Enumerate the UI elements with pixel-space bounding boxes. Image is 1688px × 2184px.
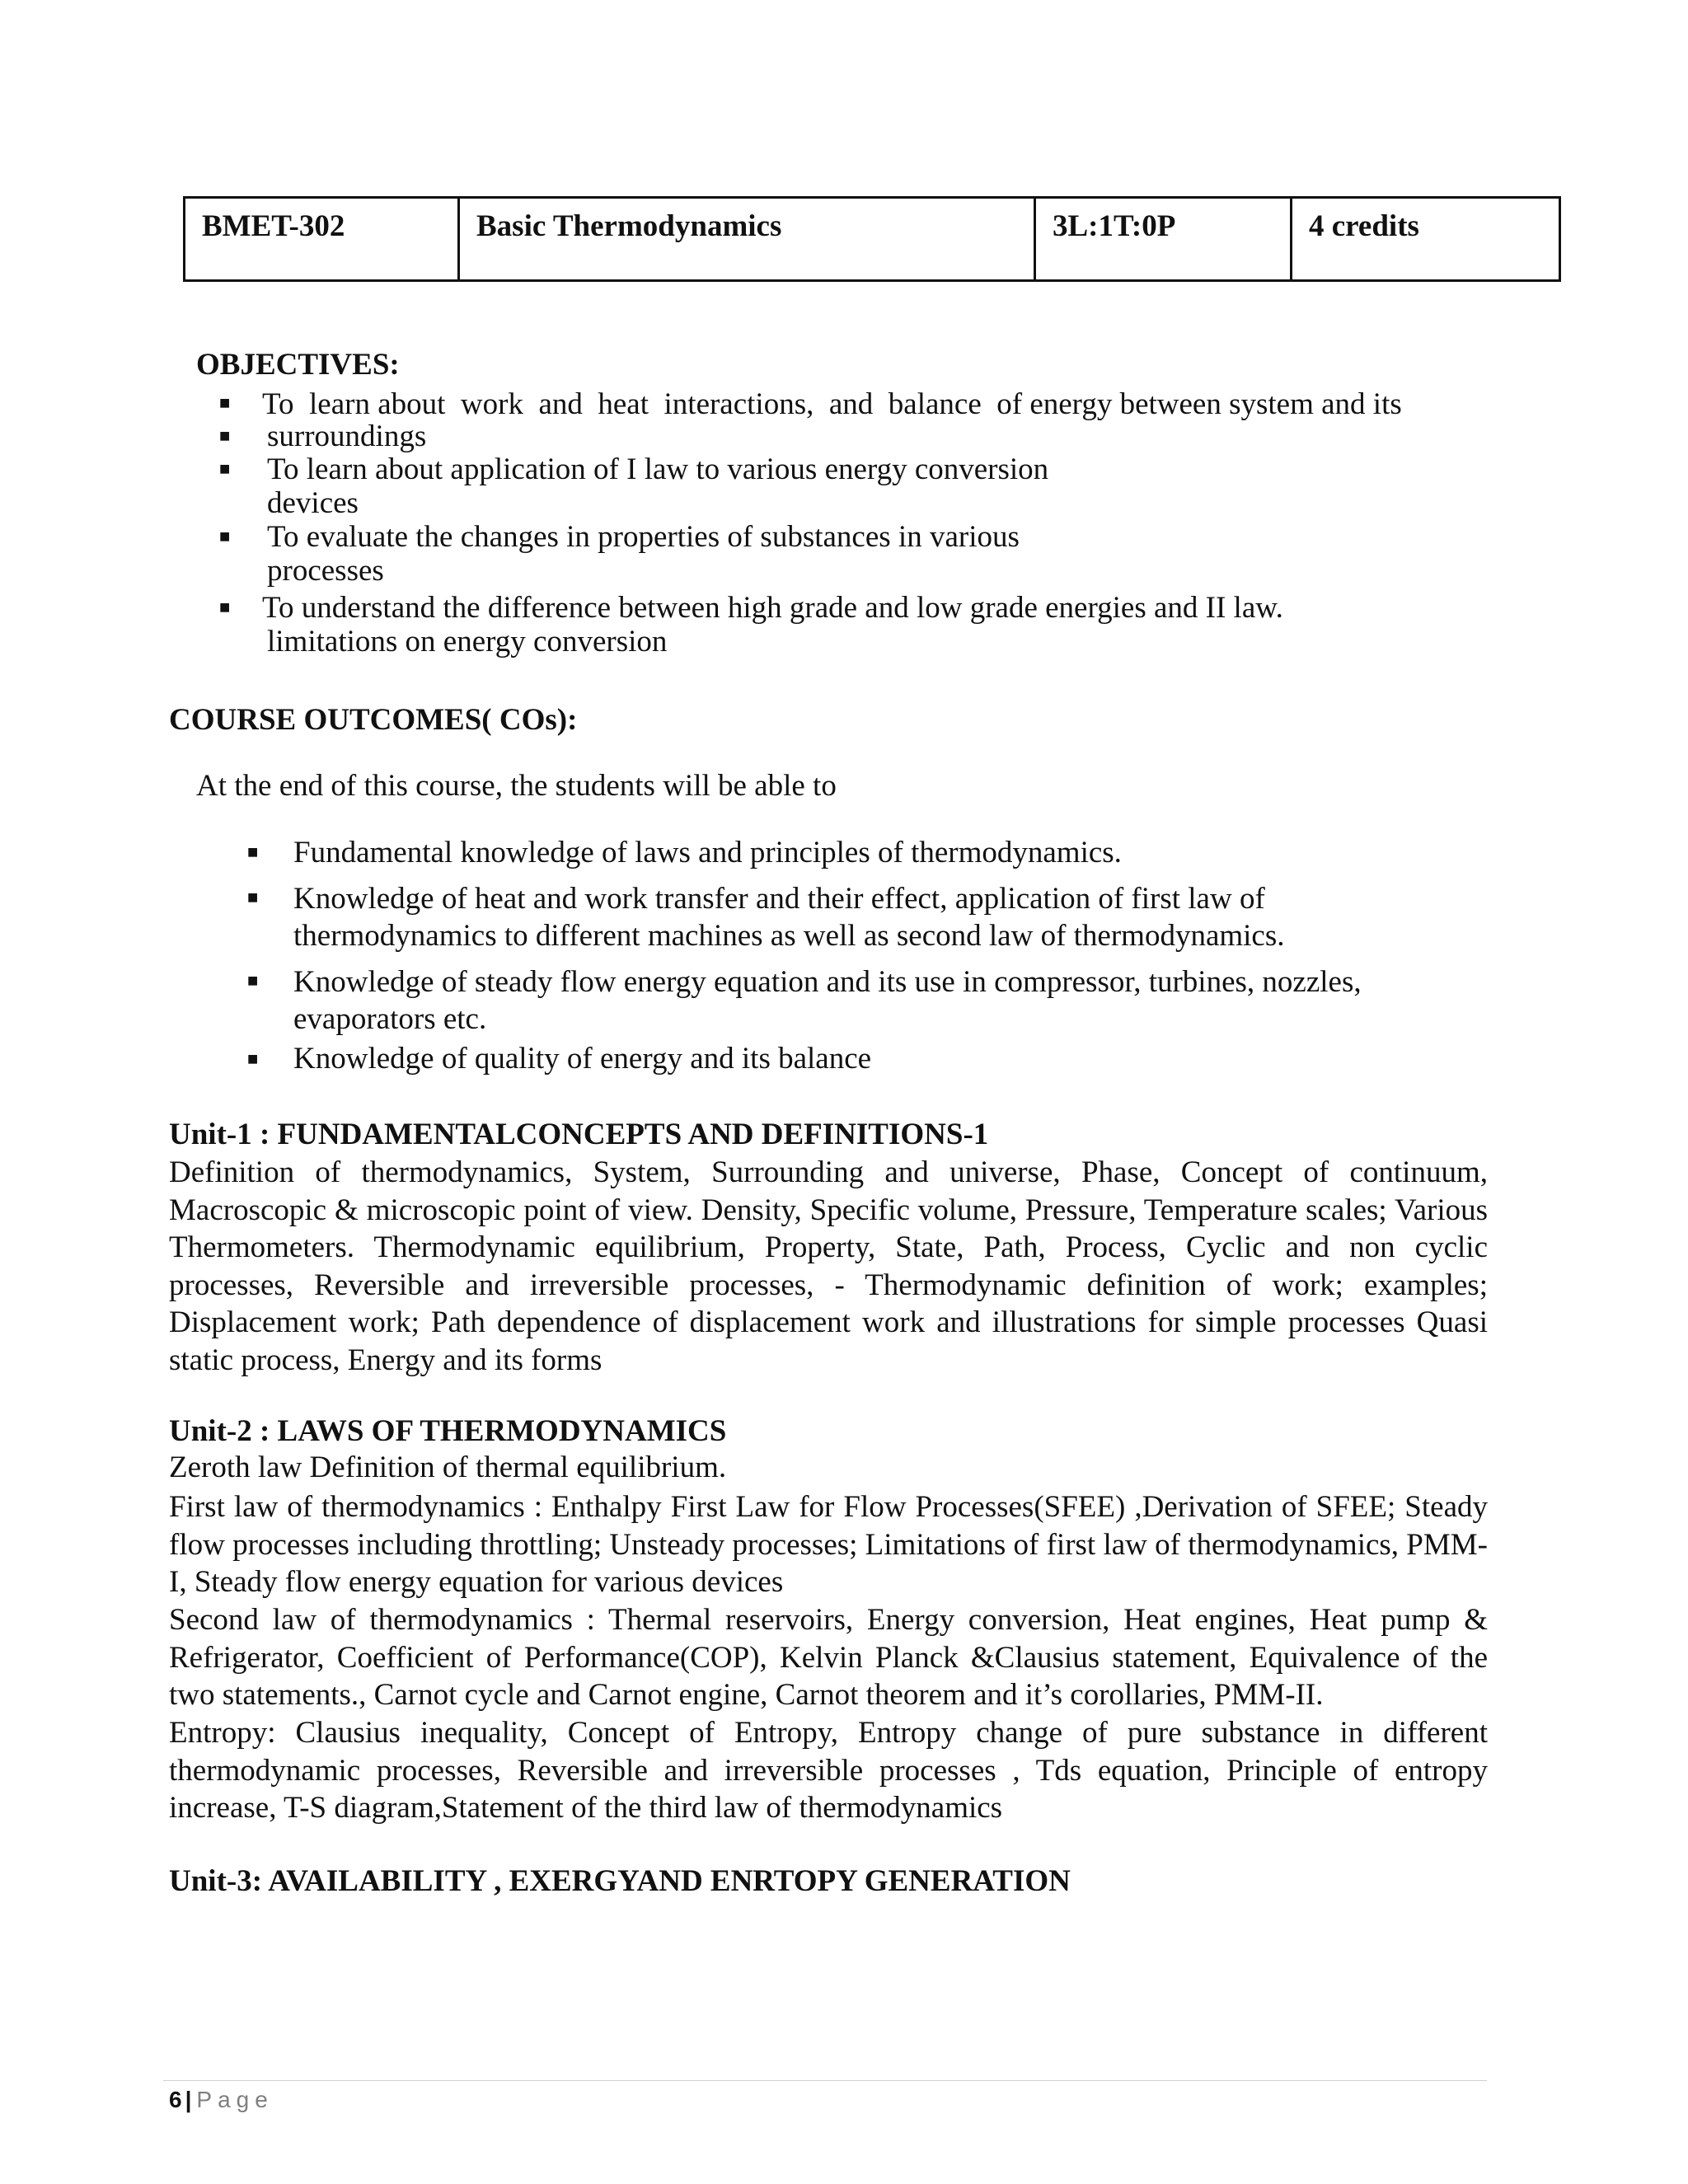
outcome-item-4: Knowledge of quality of energy and its balance bbox=[293, 1042, 872, 1076]
footer-divider bbox=[163, 2080, 1487, 2081]
course-code: BMET-302 bbox=[185, 198, 459, 281]
objective-item-4-line-1: To understand the difference between high grade and low grade energies and II law. bbox=[262, 591, 1283, 625]
course-info-row bbox=[185, 198, 1560, 281]
objective-item-1-line-1: To learn about work and heat interactions, and balance of energy between system and its bbox=[262, 387, 1402, 421]
course-info-table bbox=[183, 196, 1561, 282]
unit-2-zeroth-law: Zeroth law Definition of thermal equilibrium. bbox=[169, 1451, 727, 1484]
objective-item-3-line-1: To evaluate the changes in properties of substances in various bbox=[267, 520, 1020, 554]
outcome-item-1: Fundamental knowledge of laws and principles of thermodynamics. bbox=[293, 836, 1122, 869]
square-bullet-icon: ■ bbox=[219, 526, 231, 546]
course-ltp: 3L:1T:0P bbox=[1035, 198, 1292, 281]
objective-item-2-line-1: To learn about application of I law to various energy conversion bbox=[267, 452, 1049, 486]
square-bullet-icon: ■ bbox=[247, 970, 259, 991]
footer-separator: | bbox=[185, 2087, 192, 2112]
outcomes-heading: COURSE OUTCOMES( COs): bbox=[169, 703, 578, 737]
square-bullet-icon: ■ bbox=[247, 841, 259, 862]
unit-1-body: Definition of thermodynamics, System, Surrounding and universe, Phase, Concept of continuum, Macroscopic & microscopic point of view. Density, Specific volume, Pressure, Temperature scales; Various Thermometers. Thermodynamic equilibrium, Property, State, Path, Process, Cyclic and non cyclic processes, Reversible and irreversible processes, - Thermodynamic definition of work; examples; Displacement work; Path dependence of displacement work and illustrations for simple processes Quasi static process, Energy and its forms bbox=[169, 1155, 1488, 1377]
unit-1-heading: Unit-1 : FUNDAMENTALCONCEPTS AND DEFINITIONS-1 bbox=[169, 1118, 989, 1151]
unit-3-heading: Unit-3: AVAILABILITY , EXERGYAND ENRTOPY GENERATION bbox=[169, 1864, 1071, 1898]
course-credits: 4 credits bbox=[1292, 198, 1560, 281]
objectives-heading: OBJECTIVES: bbox=[196, 348, 400, 382]
unit-2-entropy: Entropy: Clausius inequality, Concept of Entropy, Entropy change of pure substance in different thermodynamic processes, Reversible and irreversible processes , Tds equation, Principle of entropy increase, T-S diagram,Statement of the third law of thermodynamics bbox=[169, 1716, 1488, 1825]
objective-item-3-line-2: processes bbox=[267, 554, 384, 588]
square-bullet-icon: ■ bbox=[219, 392, 231, 413]
unit-2-heading: Unit-2 : LAWS OF THERMODYNAMICS bbox=[169, 1414, 727, 1448]
objective-item-1-line-2: surroundings bbox=[267, 419, 427, 453]
outcomes-intro: At the end of this course, the students will be able to bbox=[196, 769, 837, 803]
square-bullet-icon: ■ bbox=[219, 458, 231, 479]
objective-item-2-line-2: devices bbox=[267, 486, 359, 520]
page-footer bbox=[169, 2087, 274, 2113]
unit-2-first-law: First law of thermodynamics : Enthalpy First Law for Flow Processes(SFEE) ,Derivation of SFEE; Steady flow processes including throttling; Unsteady processes; Limitations of first law of thermodynamics, PMM-I, Steady flow energy equation for various devices bbox=[169, 1490, 1488, 1599]
objective-item-4-line-2: limitations on energy conversion bbox=[267, 625, 668, 658]
square-bullet-icon: ■ bbox=[219, 425, 231, 446]
square-bullet-icon: ■ bbox=[247, 887, 259, 907]
page-label: Page bbox=[196, 2087, 274, 2112]
square-bullet-icon: ■ bbox=[247, 1048, 259, 1069]
unit-2-second-law: Second law of thermodynamics : Thermal reservoirs, Energy conversion, Heat engines, Heat pump & Refrigerator, Coefficient of Performance(COP), Kelvin Planck &Clausius statement, Equivalence of the two statements., Carnot cycle and Carnot engine, Carnot theorem and it’s corollaries, PMM-II. bbox=[169, 1603, 1488, 1712]
outcome-item-2: Knowledge of heat and work transfer and their effect, application of first law of thermodynamics to different machines as well as second law of thermodynamics. bbox=[293, 882, 1285, 953]
outcome-item-3: Knowledge of steady flow energy equation and its use in compressor, turbines, nozzles, evaporators etc. bbox=[293, 965, 1362, 1036]
square-bullet-icon: ■ bbox=[219, 597, 231, 617]
course-title: Basic Thermodynamics bbox=[459, 198, 1035, 281]
page-number: 6 bbox=[169, 2087, 182, 2112]
